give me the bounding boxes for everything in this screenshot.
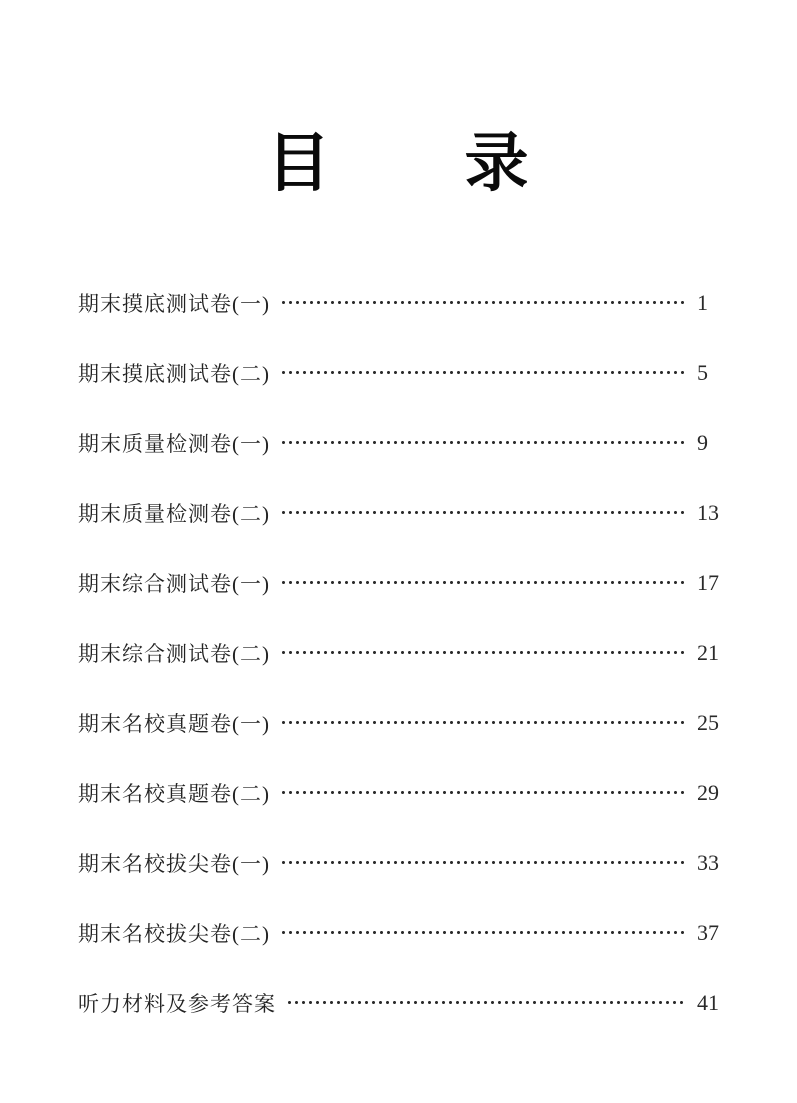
toc-entry-label: 期末综合测试卷(二) bbox=[78, 641, 270, 666]
toc-entry-label: 期末名校拔尖卷(一) bbox=[78, 851, 270, 876]
dot-leader bbox=[280, 432, 687, 453]
toc-entry bbox=[78, 478, 723, 548]
table-of-contents bbox=[78, 268, 723, 1038]
dot-leader bbox=[280, 502, 687, 523]
toc-entry-label: 期末名校真题卷(二) bbox=[78, 781, 270, 806]
dot-leader bbox=[280, 782, 687, 803]
dot-leader bbox=[280, 642, 687, 663]
toc-entry bbox=[78, 408, 723, 478]
dot-leader bbox=[280, 712, 687, 733]
dot-leader bbox=[280, 362, 687, 383]
toc-entry-label: 期末摸底测试卷(二) bbox=[78, 361, 270, 386]
toc-entry bbox=[78, 828, 723, 898]
toc-entry bbox=[78, 688, 723, 758]
toc-entry-label: 期末名校真题卷(一) bbox=[78, 711, 270, 736]
toc-entry-label: 听力材料及参考答案 bbox=[78, 991, 276, 1016]
toc-entry-page-number: 13 bbox=[697, 499, 719, 525]
toc-entry bbox=[78, 338, 723, 408]
toc-entry bbox=[78, 548, 723, 618]
toc-entry-label: 期末摸底测试卷(一) bbox=[78, 291, 270, 316]
toc-entry bbox=[78, 268, 723, 338]
toc-entry bbox=[78, 898, 723, 968]
dot-leader bbox=[280, 572, 687, 593]
dot-leader bbox=[286, 992, 687, 1013]
toc-entry-page-number: 17 bbox=[697, 569, 719, 595]
toc-entry-label: 期末综合测试卷(一) bbox=[78, 571, 270, 596]
toc-entry-label: 期末名校拔尖卷(二) bbox=[78, 921, 270, 946]
toc-entry-page-number: 33 bbox=[697, 849, 719, 875]
dot-leader bbox=[280, 852, 687, 873]
dot-leader bbox=[280, 292, 687, 313]
dot-leader bbox=[280, 922, 687, 943]
toc-entry bbox=[78, 618, 723, 688]
toc-entry-page-number: 1 bbox=[697, 289, 708, 315]
toc-entry-page-number: 5 bbox=[697, 359, 708, 385]
toc-entry bbox=[78, 758, 723, 828]
toc-entry-page-number: 21 bbox=[697, 639, 719, 665]
toc-entry-page-number: 37 bbox=[697, 919, 719, 945]
toc-entry-label: 期末质量检测卷(一) bbox=[78, 431, 270, 456]
toc-entry-label: 期末质量检测卷(二) bbox=[78, 501, 270, 526]
toc-entry bbox=[78, 968, 723, 1038]
toc-entry-page-number: 41 bbox=[697, 989, 719, 1015]
toc-entry-page-number: 25 bbox=[697, 709, 719, 735]
toc-entry-page-number: 29 bbox=[697, 779, 719, 805]
page-title: 目 录 bbox=[266, 128, 531, 199]
toc-entry-page-number: 9 bbox=[697, 429, 708, 455]
